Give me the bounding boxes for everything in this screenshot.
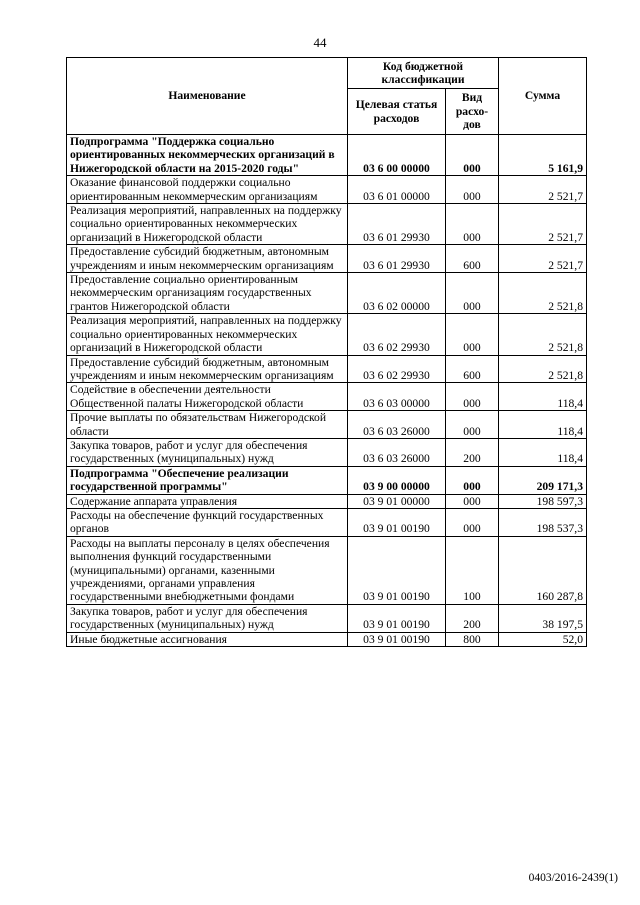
row-target-code: 03 6 03 26000	[348, 438, 446, 466]
row-name: Подпрограмма "Обеспечение реализации государственной программы"	[67, 466, 348, 494]
row-sum: 160 287,8	[499, 536, 587, 604]
row-expense-type: 000	[446, 383, 499, 411]
row-name: Предоставление субсидий бюджетным, автономным учреждениям и иным некоммерческим организациям	[67, 355, 348, 383]
row-sum: 209 171,3	[499, 466, 587, 494]
row-expense-type: 000	[446, 466, 499, 494]
row-target-code: 03 6 01 29930	[348, 204, 446, 245]
row-name: Реализация мероприятий, направленных на поддержку социально ориентированных некоммерческих организаций в Нижегородской области	[67, 314, 348, 355]
table-row	[67, 508, 587, 536]
table-row	[67, 494, 587, 508]
row-sum: 5 161,9	[499, 135, 587, 176]
row-expense-type: 100	[446, 536, 499, 604]
row-expense-type: 000	[446, 411, 499, 439]
row-expense-type: 200	[446, 438, 499, 466]
row-name: Оказание финансовой поддержки социально ориентированным некоммерческим организациям	[67, 176, 348, 204]
row-target-code: 03 6 03 26000	[348, 411, 446, 439]
table-row	[67, 355, 587, 383]
table-row	[67, 536, 587, 604]
row-sum: 2 521,8	[499, 355, 587, 383]
row-sum: 118,4	[499, 411, 587, 439]
table-row	[67, 245, 587, 273]
row-expense-type: 800	[446, 632, 499, 646]
row-sum: 118,4	[499, 438, 587, 466]
row-target-code: 03 6 00 00000	[348, 135, 446, 176]
row-sum: 2 521,7	[499, 245, 587, 273]
table-row	[67, 604, 587, 632]
row-target-code: 03 9 01 00190	[348, 536, 446, 604]
footer-code: 0403/2016-2439(1)	[528, 872, 618, 884]
row-sum: 38 197,5	[499, 604, 587, 632]
row-sum: 2 521,7	[499, 176, 587, 204]
row-expense-type: 600	[446, 245, 499, 273]
row-target-code: 03 6 02 29930	[348, 314, 446, 355]
row-target-code: 03 9 01 00190	[348, 632, 446, 646]
row-target-code: 03 9 01 00190	[348, 604, 446, 632]
row-expense-type: 000	[446, 135, 499, 176]
row-name: Закупка товаров, работ и услуг для обеспечения государственных (муниципальных) нужд	[67, 438, 348, 466]
page-number: 44	[313, 35, 327, 50]
row-name: Иные бюджетные ассигнования	[67, 632, 348, 646]
table-row	[67, 466, 587, 494]
row-expense-type: 000	[446, 508, 499, 536]
header-target: Целевая статья расходов	[348, 89, 446, 135]
budget-table	[66, 57, 587, 647]
row-name: Предоставление социально ориентированным некоммерческим организациям государственных грантов Нижегородской области	[67, 273, 348, 314]
row-target-code: 03 6 01 00000	[348, 176, 446, 204]
row-sum: 2 521,8	[499, 273, 587, 314]
table-row	[67, 176, 587, 204]
table-row	[67, 438, 587, 466]
row-expense-type: 600	[446, 355, 499, 383]
row-name: Расходы на выплаты персоналу в целях обеспечения выполнения функций государственными (муниципальными) органами, казенными учреждениями, органами управления государственными внебюджетными фондами	[67, 536, 348, 604]
row-target-code: 03 6 02 00000	[348, 273, 446, 314]
row-name: Расходы на обеспечение функций государственных органов	[67, 508, 348, 536]
table-row	[67, 204, 587, 245]
row-sum: 118,4	[499, 383, 587, 411]
header-name: Наименование	[67, 58, 348, 135]
row-sum: 2 521,8	[499, 314, 587, 355]
row-sum: 198 537,3	[499, 508, 587, 536]
row-expense-type: 000	[446, 204, 499, 245]
row-sum: 198 597,3	[499, 494, 587, 508]
header-sum: Сумма	[499, 58, 587, 135]
table-row	[67, 273, 587, 314]
row-name: Подпрограмма "Поддержка социально ориентированных некоммерческих организаций в Нижегородской области на 2015-2020 годы"	[67, 135, 348, 176]
row-sum: 52,0	[499, 632, 587, 646]
row-target-code: 03 6 03 00000	[348, 383, 446, 411]
table-row	[67, 135, 587, 176]
row-name: Закупка товаров, работ и услуг для обеспечения государственных (муниципальных) нужд	[67, 604, 348, 632]
row-expense-type: 200	[446, 604, 499, 632]
row-sum: 2 521,7	[499, 204, 587, 245]
row-expense-type: 000	[446, 314, 499, 355]
table-row	[67, 383, 587, 411]
row-expense-type: 000	[446, 273, 499, 314]
header-type: Вид расхо-дов	[446, 89, 499, 135]
header-code-group: Код бюджетной классификации	[348, 58, 499, 89]
row-expense-type: 000	[446, 176, 499, 204]
row-name: Реализация мероприятий, направленных на поддержку социально ориентированных некоммерческих организаций в Нижегородской области	[67, 204, 348, 245]
table-row	[67, 632, 587, 646]
row-name: Содержание аппарата управления	[67, 494, 348, 508]
row-target-code: 03 9 01 00000	[348, 494, 446, 508]
row-target-code: 03 6 02 29930	[348, 355, 446, 383]
row-target-code: 03 9 01 00190	[348, 508, 446, 536]
row-name: Содействие в обеспечении деятельности Общественной палаты Нижегородской области	[67, 383, 348, 411]
row-name: Прочие выплаты по обязательствам Нижегородской области	[67, 411, 348, 439]
row-target-code: 03 6 01 29930	[348, 245, 446, 273]
row-target-code: 03 9 00 00000	[348, 466, 446, 494]
table-body	[67, 135, 587, 647]
row-name: Предоставление субсидий бюджетным, автономным учреждениям и иным некоммерческим организациям	[67, 245, 348, 273]
row-expense-type: 000	[446, 494, 499, 508]
table-row	[67, 411, 587, 439]
table-row	[67, 314, 587, 355]
